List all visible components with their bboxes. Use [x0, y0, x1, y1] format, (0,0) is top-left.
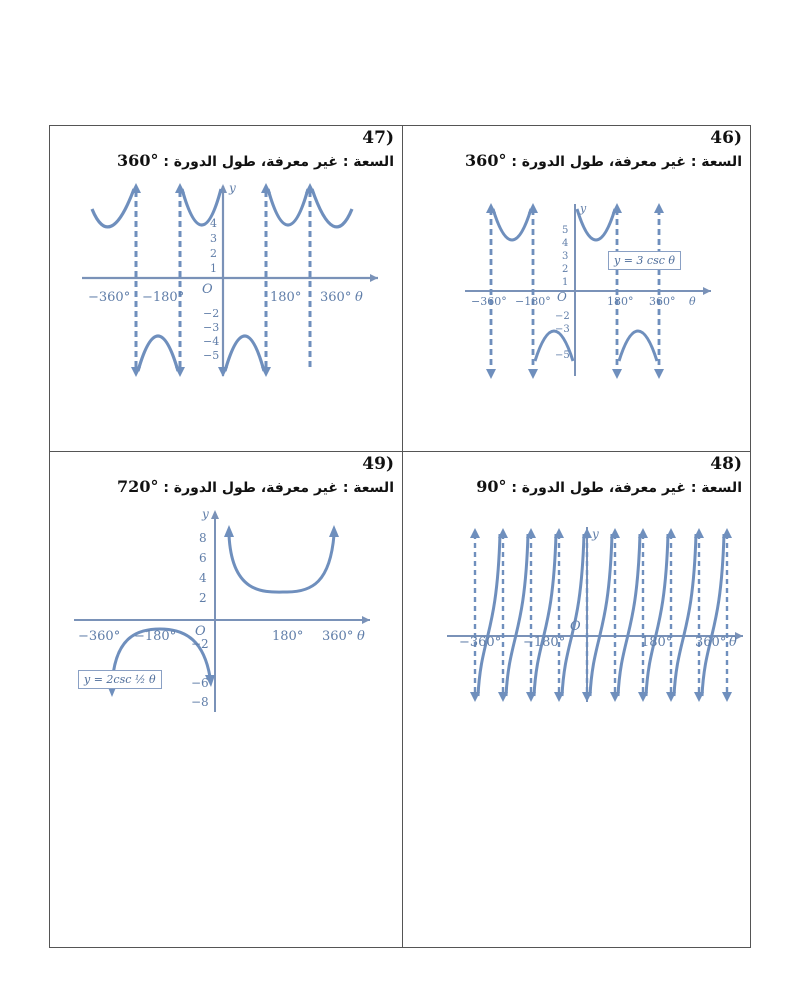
origin-label: O — [557, 290, 567, 304]
y-tick-4: 4 — [199, 571, 207, 585]
y-tick-neg2: −2 — [191, 637, 209, 651]
y-axis-label: y — [592, 527, 599, 541]
curve-arrowhead — [722, 528, 732, 538]
curve-arrowhead — [470, 692, 480, 702]
problem-48-caption — [476, 477, 742, 496]
curve-arrowhead — [666, 692, 676, 702]
y-tick-2: 2 — [562, 264, 569, 275]
curve-arrowhead — [694, 692, 704, 702]
problem-49-caption — [117, 477, 394, 496]
cot-curves — [470, 528, 732, 702]
curve-branch — [506, 534, 528, 696]
x-axis-label: θ — [355, 290, 363, 305]
curve-branch — [674, 534, 696, 696]
curve-branch — [562, 534, 584, 696]
curve-arrowhead — [638, 692, 648, 702]
problem-47-period: 360° — [117, 151, 159, 170]
y-tick-3: 3 — [210, 232, 217, 245]
x-tick-180: 180° — [272, 629, 304, 644]
curve-arrowhead — [470, 528, 480, 538]
y-tick-4: 4 — [210, 217, 217, 230]
x-tick-neg180: −180° — [523, 635, 566, 650]
problem-48-number: 48) — [710, 454, 742, 474]
x-tick-180: 180° — [641, 635, 673, 650]
curve-arrowhead — [610, 692, 620, 702]
origin-label: O — [570, 619, 581, 634]
problem-46-caption — [465, 151, 742, 170]
curve-arrowhead — [582, 528, 592, 538]
y-tick-6: 6 — [199, 551, 207, 565]
problem-49-equation: y = 2csc ½ θ — [78, 670, 162, 689]
problem-48-period: 90° — [476, 477, 507, 496]
curve-arrowhead — [666, 528, 676, 538]
problem-48-graph — [445, 524, 745, 704]
worksheet-table — [49, 125, 751, 948]
x-tick-180: 180° — [607, 295, 634, 308]
x-tick-neg360: −360° — [459, 635, 502, 650]
y-tick-neg6: −6 — [191, 676, 209, 690]
problem-46-number: 46) — [710, 128, 742, 148]
y-tick-neg5: −5 — [555, 350, 570, 361]
problem-49-caption-text: السعة : غير معرفة، طول الدورة : — [163, 480, 394, 496]
csc-curves — [112, 535, 334, 687]
x-tick-neg360: −360° — [471, 295, 507, 308]
problem-48-caption-text: السعة : غير معرفة، طول الدورة : — [511, 480, 742, 496]
y-axis-arrow — [211, 510, 219, 519]
x-tick-neg180: −180° — [134, 629, 177, 644]
curve-branch — [534, 534, 556, 696]
y-tick-8: 8 — [199, 531, 207, 545]
curve-arrowhead — [498, 692, 508, 702]
y-tick-1: 1 — [562, 277, 569, 288]
curve-branch — [590, 534, 612, 696]
y-tick-1: 1 — [210, 262, 217, 275]
y-axis-label: y — [229, 181, 236, 195]
problem-47-number: 47) — [362, 128, 394, 148]
curve-arrowhead — [638, 528, 648, 538]
curve-arrowhead — [610, 528, 620, 538]
x-tick-neg180: −180° — [515, 295, 551, 308]
y-tick-neg4: −4 — [203, 335, 220, 348]
y-tick-5: 5 — [562, 225, 569, 236]
y-tick-neg3: −3 — [203, 321, 220, 334]
x-tick-neg360: −360° — [88, 290, 131, 305]
y-tick-3: 3 — [562, 251, 569, 262]
problem-47-caption-text: السعة : غير معرفة، طول الدورة : — [163, 154, 394, 170]
curve-branch — [702, 534, 724, 696]
curve-arrowhead — [498, 528, 508, 538]
curve-arrowhead — [526, 528, 536, 538]
problem-48-cell — [403, 452, 750, 947]
origin-label: O — [202, 282, 213, 297]
y-tick-neg2: −2 — [203, 307, 220, 320]
y-tick-neg5: −5 — [203, 349, 220, 362]
x-tick-neg180: −180° — [142, 290, 185, 305]
x-axis-arrow — [370, 274, 378, 282]
y-tick-neg8: −8 — [191, 695, 209, 709]
problem-46-graph — [463, 201, 713, 381]
curve-arrowhead — [526, 692, 536, 702]
problem-49-period: 720° — [117, 477, 159, 496]
y-axis-label: y — [580, 202, 587, 215]
x-tick-360: 360° — [320, 290, 352, 305]
curve-branch — [646, 534, 668, 696]
problem-49-number: 49) — [362, 454, 394, 474]
problem-46-caption-text: السعة : غير معرفة، طول الدورة : — [511, 154, 742, 170]
problem-46-equation: y = 3 csc θ — [608, 251, 681, 270]
problem-46-period: 360° — [465, 151, 507, 170]
curve-arrowhead — [722, 692, 732, 702]
y-axis-label: y — [202, 507, 209, 521]
x-axis-label: θ — [689, 295, 696, 308]
curve-arrowhead — [554, 692, 564, 702]
y-tick-neg3: −3 — [555, 324, 570, 335]
curve-branch — [618, 534, 640, 696]
problem-47-graph — [80, 181, 380, 381]
problem-46-cell — [403, 126, 750, 452]
problem-47-cell — [50, 126, 403, 452]
x-tick-360: 360° — [649, 295, 676, 308]
x-tick-neg360: −360° — [78, 629, 121, 644]
x-tick-360: 360° — [322, 629, 354, 644]
origin-label: O — [195, 624, 206, 639]
y-tick-2: 2 — [199, 591, 207, 605]
x-axis-label: θ — [729, 635, 737, 650]
x-axis-arrow — [362, 616, 370, 624]
curve-arrowhead — [554, 528, 564, 538]
x-axis-label: θ — [357, 629, 365, 644]
x-axis-arrow — [703, 287, 711, 295]
y-tick-4: 4 — [562, 238, 569, 249]
curve-arrowhead — [694, 528, 704, 538]
y-tick-neg2: −2 — [555, 311, 570, 322]
curve-arrowhead — [582, 692, 592, 702]
problem-49-cell — [50, 452, 403, 947]
x-tick-360: 360° — [695, 635, 727, 650]
y-tick-2: 2 — [210, 247, 217, 260]
problem-47-caption — [117, 151, 394, 170]
curve-branch — [478, 534, 500, 696]
x-tick-180: 180° — [270, 290, 302, 305]
